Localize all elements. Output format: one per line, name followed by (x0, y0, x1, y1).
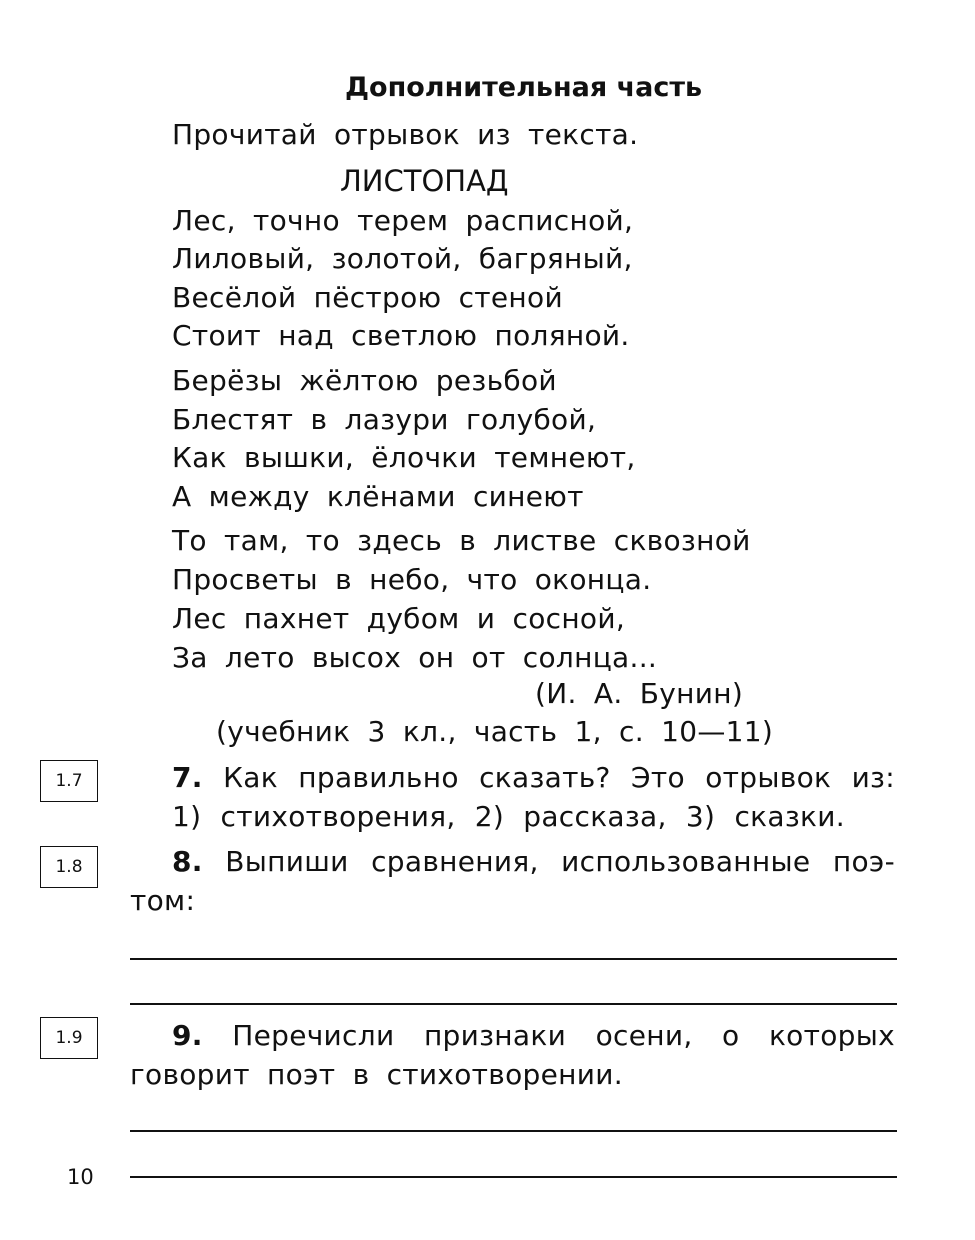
task-code-box: 1.7 (40, 760, 98, 802)
task-text: Как правильно сказать? Это отрывок из: (223, 761, 895, 794)
task-text: Перечисли признаки осени, о которых (232, 1019, 895, 1052)
page-number: 10 (67, 1165, 94, 1189)
answer-line[interactable] (130, 958, 897, 960)
poem-line: Просветы в небо, что оконца. (172, 563, 652, 596)
answer-line[interactable] (130, 1130, 897, 1132)
poem-line: Берёзы жёлтою резьбой (172, 364, 557, 397)
poem-line: Блестят в лазури голубой, (172, 403, 597, 436)
poem-line: Весёлой пёстрою стеной (172, 281, 563, 314)
task-7-question (172, 761, 895, 794)
answer-line[interactable] (130, 1003, 897, 1005)
task-9-question (172, 1019, 895, 1052)
task-8-question (172, 845, 895, 878)
poem-line: За лето высох он от солнца... (172, 641, 658, 674)
task-text: Выпиши сравнения, использованные поэ- (225, 845, 895, 878)
poem-line: Как вышки, ёлочки темнеют, (172, 441, 636, 474)
task-text-continued: говорит поэт в стихотворении. (130, 1058, 623, 1091)
task-text-continued: том: (130, 884, 196, 917)
poem-line: То там, то здесь в листве сквозной (172, 524, 751, 557)
task-number: 7. (172, 761, 203, 794)
poem-line: А между клёнами синеют (172, 480, 584, 513)
task-code-box: 1.8 (40, 846, 98, 888)
poem-line: Лес, точно терем расписной, (172, 204, 634, 237)
answer-line[interactable] (130, 1176, 897, 1178)
poem-author: (И. А. Бунин) (535, 677, 744, 710)
task-code-box: 1.9 (40, 1017, 98, 1059)
poem-line: Лиловый, золотой, багряный, (172, 242, 633, 275)
poem-title: ЛИСТОПАД (340, 164, 509, 198)
poem-line: Лес пахнет дубом и сосной, (172, 602, 626, 635)
task-number: 9. (172, 1019, 203, 1052)
task-number: 8. (172, 845, 203, 878)
section-title: Дополнительная часть (345, 72, 703, 103)
instruction: Прочитай отрывок из текста. (172, 118, 639, 151)
poem-source: (учебник 3 кл., часть 1, с. 10—11) (216, 715, 774, 748)
poem-line: Стоит над светлою поляной. (172, 319, 630, 352)
task-7-options: 1) стихотворения, 2) рассказа, 3) сказки. (172, 800, 845, 833)
